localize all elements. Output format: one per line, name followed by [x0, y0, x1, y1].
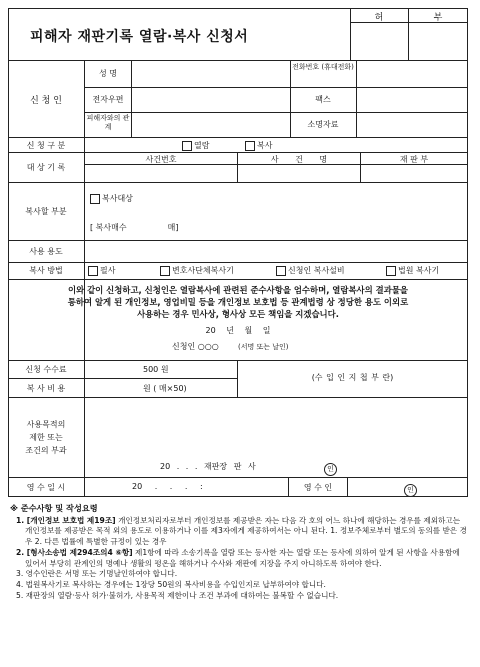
method-own-equipment-option[interactable]: 신청인 복사설비 [276, 265, 345, 276]
request-type-copy-option[interactable]: 복사 [245, 140, 272, 151]
copy-method-label: 복사 방법 [29, 266, 63, 275]
method-handwrite-option[interactable]: 필사 [88, 265, 115, 276]
notice-item-2: 2. [형사소송법 제294조의4 ⑥항] 제1항에 따라 소송기록을 열람 또는 등사한 자는 열람 또는 등사에 의하여 알게 된 사항을 사용함에 있어서 부당히 관계인의 명예나 생활의 평온을 해하거나 수사와 재판에 지장을 주지 아니하도록 하여야 한다. [16, 547, 460, 568]
form-border-bottom [8, 496, 468, 497]
name-label: 성 명 [99, 69, 117, 78]
applicant-section-label: 신 청 인 [30, 96, 62, 106]
conditions-label-3: 조건의 부과 [25, 446, 67, 455]
notice-heading: ※ 준수사항 및 작성요령 [10, 503, 98, 513]
pledge-line-1: 이와 같이 신청하고, 신청인은 열람복사에 관련된 준수사항을 엄수하며, 열람복사의 결과물을 [67, 285, 409, 295]
phone-field[interactable] [357, 61, 466, 86]
pledge-signer: 신청인 ○○○ [172, 342, 219, 351]
copy-count-line: [ 복사매수 매] [90, 223, 179, 232]
target-record-label: 대 상 기 록 [26, 163, 66, 172]
fax-label: 팩스 [315, 95, 331, 104]
copy-portion-label: 복사할 부분 [25, 207, 67, 216]
document-field[interactable] [357, 113, 466, 136]
checkbox-view[interactable] [182, 141, 192, 151]
court-field[interactable] [361, 165, 466, 181]
page-title: 피해자 재판기록 열람·복사 신청서 [30, 29, 249, 45]
checkbox-copy[interactable] [245, 141, 255, 151]
approval-permit-label: 허 [374, 13, 384, 23]
copy-target-option[interactable]: 복사대상 [90, 193, 133, 204]
stamp-area-label: (수 입 인 지 첩 부 란) [311, 373, 394, 382]
fee-label: 신청 수수료 [25, 365, 67, 374]
notice-item-5: 5. 재판장의 열람·등사 허가·불허가, 사용목적 제한이나 조건 부과에 대하여는 불복할 수 없습니다. [16, 590, 339, 600]
method-lawyer-option[interactable]: 변호사단체복사기 [160, 265, 234, 276]
pledge-date: 20 년 월 일 [205, 326, 271, 335]
judge-seal: 인 [324, 459, 337, 478]
relation-label: 피해자와의 관계 [86, 114, 130, 131]
notice-item-1: 1. [개인정보 보호법 제19조] 개인정보처리자로부터 개인정보를 제공받은 자는 다음 각 호의 어느 하나에 해당하는 경우를 제외하고는 개인정보를 제공받은 목적 외의 용도로 이용하거나 이를 제3자에게 제공하여서는 아니 된다. 1. 정보주체로부터 별도의 동의를 받은 경우 2. 다른 법률에 특별한 규정이 있는 경우 [16, 515, 467, 547]
checkbox-copy-target[interactable] [90, 194, 100, 204]
receiver-label: 영 수 인 [303, 483, 333, 492]
relation-field[interactable] [132, 113, 289, 136]
receipt-date-value: 20 . . . : [132, 482, 203, 491]
email-label: 전자우편 [92, 95, 124, 104]
conditions-label-2: 제한 또는 [29, 433, 63, 442]
checkbox-court-copier[interactable] [386, 266, 396, 276]
form-border-top [8, 8, 468, 9]
receiver-seal[interactable]: 인 [404, 480, 417, 499]
request-type-label: 신 청 구 분 [26, 141, 66, 150]
case-name-field[interactable] [238, 165, 359, 181]
pledge-line-3: 사용하는 경우 민사상, 형사상 모든 책임을 지겠습니다. [137, 309, 339, 319]
approval-deny-box[interactable] [409, 23, 467, 59]
case-name-header: 사 건 명 [270, 155, 328, 164]
document-label: 소명자료 [307, 120, 339, 129]
fax-field[interactable] [357, 88, 466, 111]
conditions-date-line: 20 . . . 재판장 판 사 [160, 462, 256, 471]
checkbox-own-equipment[interactable] [276, 266, 286, 276]
court-header: 재 판 부 [399, 155, 429, 164]
conditions-field[interactable] [85, 398, 466, 456]
method-court-option[interactable]: 법원 복사기 [386, 265, 439, 276]
checkbox-lawyer-copier[interactable] [160, 266, 170, 276]
request-type-view-option[interactable]: 열람 [182, 140, 209, 151]
receipt-date-label: 영 수 일 시 [26, 483, 66, 492]
usage-field[interactable] [85, 241, 466, 261]
form-border-right [467, 8, 468, 496]
case-number-header: 사건번호 [145, 155, 177, 164]
case-number-field[interactable] [85, 165, 236, 181]
pledge-sign-note: (서명 또는 날인) [238, 343, 289, 351]
approval-permit-box[interactable] [351, 23, 407, 59]
phone-label: 전화번호 (휴대전화) [292, 63, 354, 71]
name-field[interactable] [132, 61, 289, 86]
email-field[interactable] [132, 88, 289, 111]
notice-item-3: 3. 영수인란은 서명 또는 기명날인하여야 합니다. [16, 569, 178, 579]
checkbox-handwrite[interactable] [88, 266, 98, 276]
conditions-label-1: 사용목적의 [26, 420, 66, 429]
notice-section [10, 503, 468, 601]
notice-item-4: 4. 법원복사기로 복사하는 경우에는 1장당 50원의 복사비용을 수입인지로 납부하여야 합니다. [16, 579, 326, 589]
pledge-line-2: 통하여 알게 된 개인정보, 영업비밀 등을 개인정보 보호법 등 관계법령 상 정당한 용도 이외로 [67, 297, 409, 307]
approval-deny-label: 부 [433, 13, 443, 23]
copy-cost-value: 원 ( 매×50) [143, 384, 187, 393]
fee-value: 500 원 [143, 365, 169, 374]
copy-cost-label: 복 사 비 용 [26, 384, 66, 393]
usage-label: 사용 용도 [29, 247, 63, 256]
